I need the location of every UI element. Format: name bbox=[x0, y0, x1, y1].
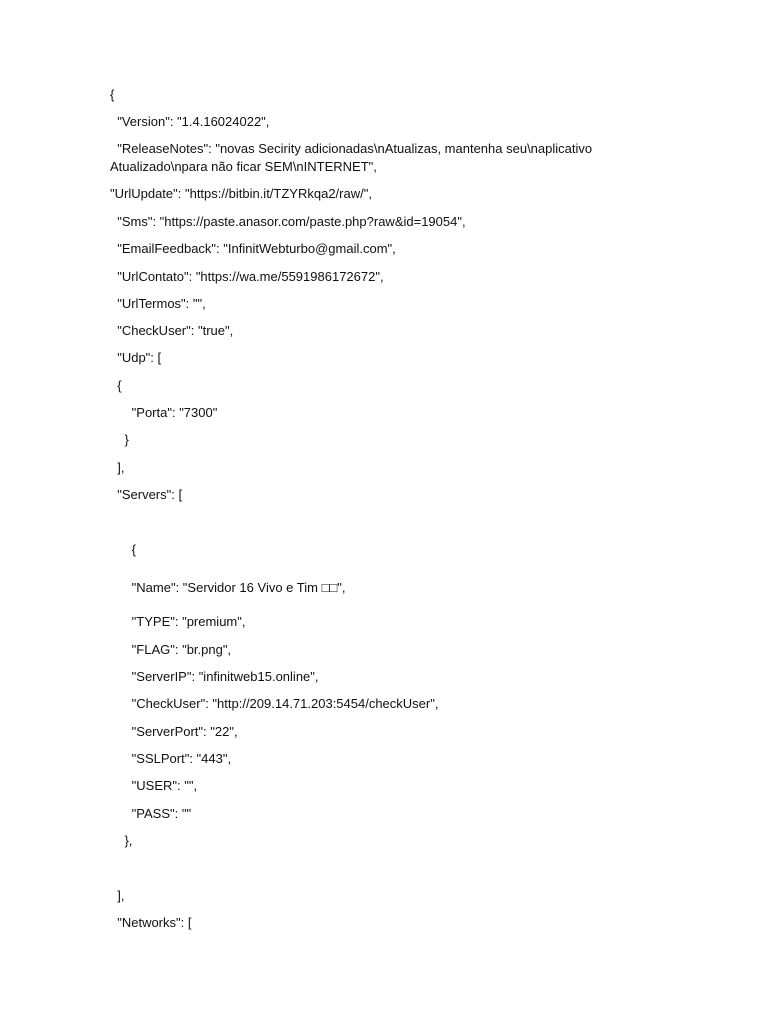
doc-line-server-ip: "ServerIP": "infinitweb15.online", bbox=[110, 669, 319, 684]
doc-line-porta: "Porta": "7300" bbox=[110, 405, 218, 420]
doc-line-url-contato: "UrlContato": "https://wa.me/5591986172672", bbox=[110, 269, 384, 284]
doc-line-udp-array-close: ], bbox=[110, 460, 125, 475]
doc-line-servers: "Servers": [ bbox=[110, 487, 183, 502]
doc-line-server-name: "Name": "Servidor 16 Vivo e Tim □□", bbox=[110, 580, 346, 595]
doc-line-udp: "Udp": [ bbox=[110, 350, 162, 365]
doc-line-ssl-port: "SSLPort": "443", bbox=[110, 751, 232, 766]
doc-line-release-notes: "ReleaseNotes": "novas Secirity adicionadas\nAtualizas, mantenha seu\naplicativo bbox=[110, 141, 593, 156]
doc-line-sms: "Sms": "https://paste.anasor.com/paste.php?raw&id=19054", bbox=[110, 214, 466, 229]
doc-line-server-check-user: "CheckUser": "http://209.14.71.203:5454/checkUser", bbox=[110, 696, 439, 711]
doc-line-email-feedback: "EmailFeedback": "InfinitWebturbo@gmail.com", bbox=[110, 241, 396, 256]
doc-line-server-port: "ServerPort": "22", bbox=[110, 724, 238, 739]
doc-line-udp-open: { bbox=[110, 378, 122, 393]
doc-line-server-flag: "FLAG": "br.png", bbox=[110, 642, 232, 657]
doc-line-servers-close: ], bbox=[110, 888, 125, 903]
doc-line-release-notes-cont: Atualizado\npara não ficar SEM\nINTERNET", bbox=[110, 159, 377, 174]
doc-line-server-close: }, bbox=[110, 833, 133, 848]
doc-line-url-update: "UrlUpdate": "https://bitbin.it/TZYRkqa2/raw/", bbox=[110, 186, 372, 201]
doc-line-udp-close: } bbox=[110, 432, 129, 447]
doc-line-open-brace: { bbox=[110, 87, 115, 102]
doc-line-version: "Version": "1.4.16024022", bbox=[110, 114, 270, 129]
doc-line-pass: "PASS": "" bbox=[110, 806, 192, 821]
doc-line-networks: "Networks": [ bbox=[110, 915, 192, 930]
doc-line-server-type: "TYPE": "premium", bbox=[110, 614, 246, 629]
doc-line-user: "USER": "", bbox=[110, 778, 198, 793]
doc-line-check-user: "CheckUser": "true", bbox=[110, 323, 234, 338]
doc-line-server-open: { bbox=[110, 542, 137, 557]
doc-line-url-termos: "UrlTermos": "", bbox=[110, 296, 206, 311]
